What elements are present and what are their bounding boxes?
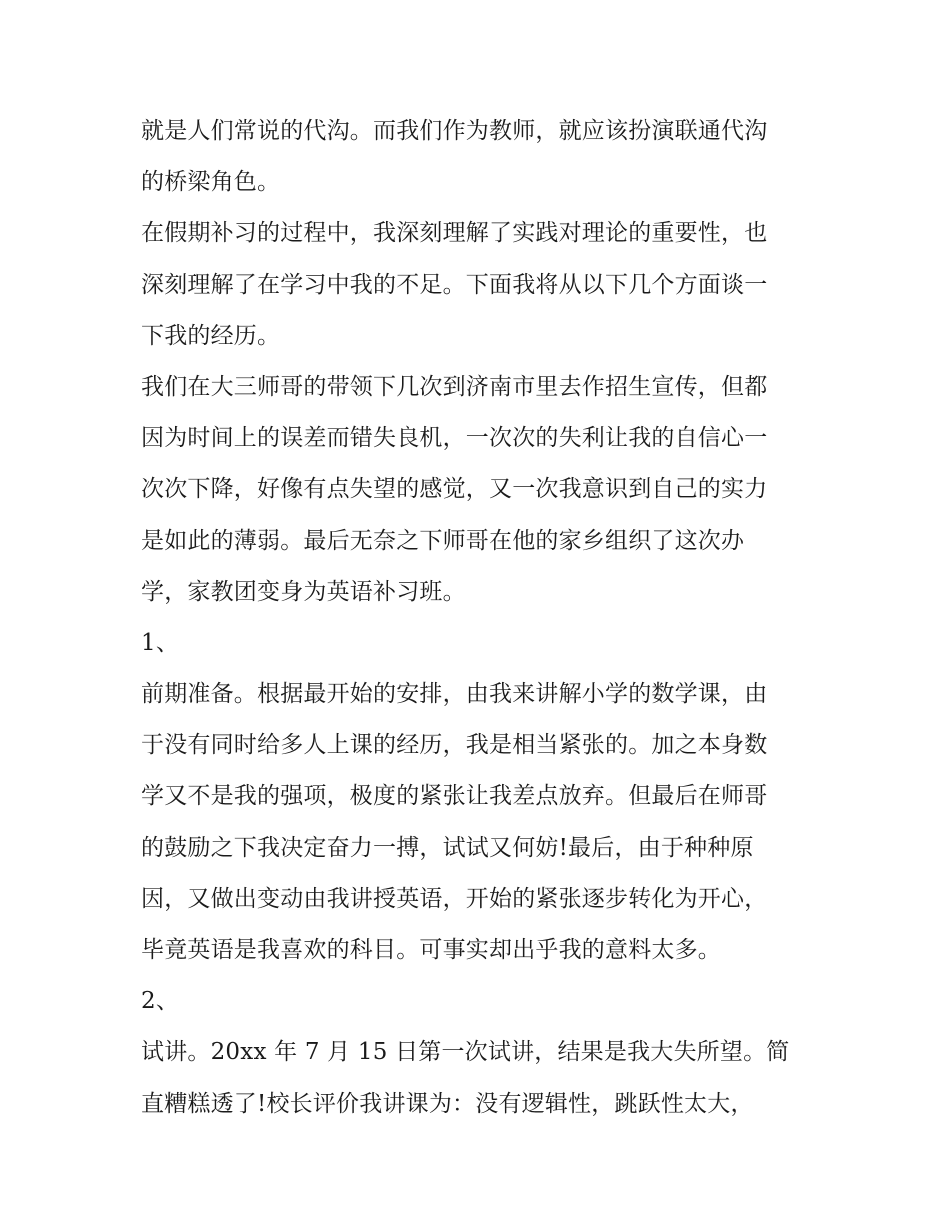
text-line: 前期准备。根据最开始的安排，由我来讲解小学的数学课，由 xyxy=(141,681,768,708)
text-line: 因为时间上的误差而错失良机，一次次的失利让我的自信心一 xyxy=(141,425,768,452)
text-line: 就是人们常说的代沟。而我们作为教师，就应该扮演联通代沟 xyxy=(141,118,768,144)
text-line: 下我的经历。 xyxy=(141,322,281,349)
text-line: 的桥梁角色。 xyxy=(141,169,281,196)
text-line: 学又不是我的强项，极度的紧张让我差点放弃。但最后在师哥 xyxy=(141,783,768,810)
section-number: 2、 xyxy=(141,988,180,1015)
section-number: 1、 xyxy=(141,629,180,656)
text-line: 学，家教团变身为英语补习班。 xyxy=(141,578,466,605)
text-line: 次次下降，好像有点失望的感觉，又一次我意识到自己的实力 xyxy=(141,476,768,503)
document-body xyxy=(141,108,813,1132)
text-line: 毕竟英语是我喜欢的科目。可事实却出乎我的意料太多。 xyxy=(141,937,721,963)
text-line: 于没有同时给多人上课的经历，我是相当紧张的。加之本身数 xyxy=(141,732,768,759)
text-line: 是如此的薄弱。最后无奈之下师哥在他的家乡组织了这次办 xyxy=(141,527,745,554)
text-line: 的鼓励之下我决定奋力一搏，试试又何妨!最后，由于种种原 xyxy=(141,834,754,861)
text-line: 因，又做出变动由我讲授英语，开始的紧张逐步转化为开心， xyxy=(141,885,768,912)
text-line: 深刻理解了在学习中我的不足。下面我将从以下几个方面谈一 xyxy=(141,271,768,298)
text-line: 在假期补习的过程中，我深刻理解了实践对理论的重要性，也 xyxy=(141,220,768,247)
text-line: 直糟糕透了!校长评价我讲课为：没有逻辑性，跳跃性太大， xyxy=(141,1090,754,1117)
text-line: 我们在大三师哥的带领下几次到济南市里去作招生宣传，但都 xyxy=(141,373,768,400)
text-line: 试讲。20xx 年 7 月 15 日第一次试讲，结果是我大失所望。简 xyxy=(141,1039,790,1066)
